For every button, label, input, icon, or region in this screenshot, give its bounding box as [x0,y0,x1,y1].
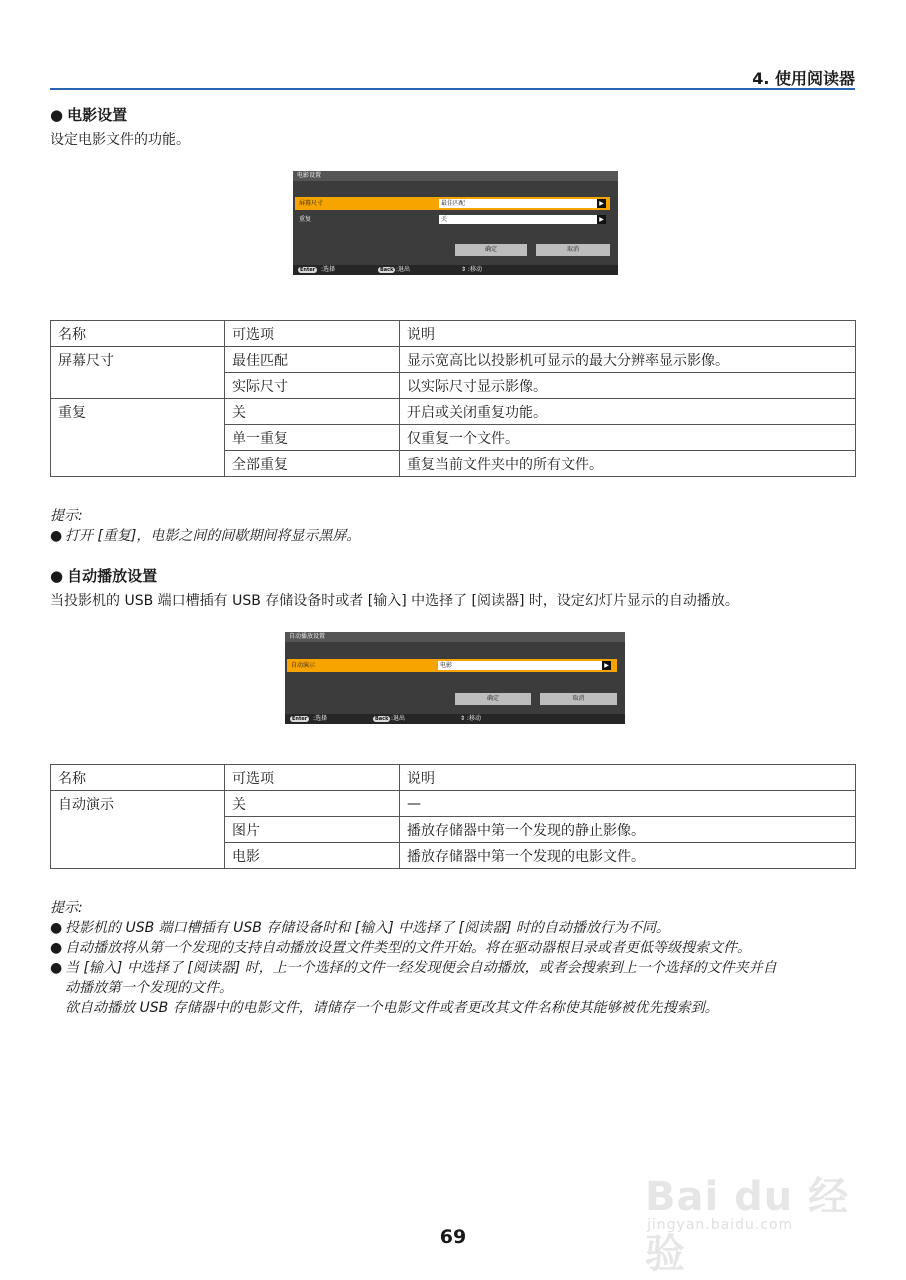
table-cell: 开启或关闭重复功能。 [400,399,856,425]
footer-exit: :退出 [396,266,411,273]
page-number: 69 [439,1226,467,1248]
autoplay-note [50,898,777,1018]
footer-select: :选择 [321,266,336,273]
table-header-row [51,765,856,791]
footer-exit: :退出 [391,715,406,722]
note-item: ● 打开 [重复]，电影之间的间歇期间将显示黑屏。 [50,528,361,544]
table-cell: 自动演示 [51,791,225,869]
play-arrow-icon: ▶ [597,199,606,208]
footer-select: :选择 [313,715,328,722]
note-text: 欲自动播放 USB 存储器中的电影文件，请储存一个电影文件或者更改其文件名称使其能够被优先搜索到。 [65,1000,719,1016]
menu-cancel-button: 取消 [536,244,610,256]
autoplay-menu-screenshot [285,632,625,724]
table-cell: 单一重复 [225,425,400,451]
table-cell: 关 [225,399,400,425]
menu-field [438,661,611,670]
table-cell: 播放存储器中第一个发现的静止影像。 [400,817,856,843]
chapter-title: 4. 使用阅读器 [752,69,855,88]
back-key-icon: Back [375,716,389,722]
menu-row-screen-size [295,197,610,210]
table-cell: 播放存储器中第一个发现的电影文件。 [400,843,856,869]
table-row [51,399,856,425]
menu-row-auto-demo [287,659,617,672]
note-title: 提示: [50,900,83,916]
table-cell: 实际尺寸 [225,373,400,399]
autoplay-desc: 当投影机的 USB 端口槽插有 USB 存储设备时或者 [输入] 中选择了 [阅读器] 时，设定幻灯片显示的自动播放。 [50,593,739,609]
menu-row-label: 屏幕尺寸 [299,200,324,207]
menu-field-value: 电影 [440,662,453,669]
note-text: 打开 [重复]，电影之间的间歇期间将显示黑屏。 [65,528,361,544]
menu-row-label: 重复 [299,216,312,223]
menu-row-label: 自动演示 [291,662,316,669]
autoplay-heading-text: 自动播放设置 [67,567,158,585]
menu-field [439,199,606,208]
bullet: ● [50,106,64,124]
movie-menu-screenshot [293,171,618,275]
table-cell: 屏幕尺寸 [51,347,225,399]
table-cell: 重复 [51,399,225,477]
watermark-logo: Bai du 经验 [645,1174,850,1277]
enter-key-icon: Enter [292,716,308,722]
note-text: 当 [输入] 中选择了 [阅读器] 时，上一个选择的文件一经发现便会自动播放，或者会搜索到上一个选择的文件夹并自 [65,960,777,976]
table-cell: 仅重复一个文件。 [400,425,856,451]
note-item: ● 投影机的 USB 端口槽插有 USB 存储设备时和 [输入] 中选择了 [阅读器] 时的自动播放行为不同。 [50,920,670,936]
table-header: 名称 [51,765,225,791]
header-rule [50,88,855,90]
autoplay-heading [50,565,157,586]
menu-title: 自动播放设置 [285,632,625,642]
movie-heading-text: 电影设置 [67,106,128,124]
note-item-cont [50,998,777,1018]
table-cell: 关 [225,791,400,817]
menu-title: 电影设置 [293,171,618,181]
back-key-icon: Back [380,267,394,273]
footer-move: ⇕ :移动 [461,266,482,273]
autoplay-options-table [50,764,856,869]
table-header: 名称 [51,321,225,347]
table-cell: 图片 [225,817,400,843]
table-header-row [51,321,856,347]
movie-note [50,506,360,546]
note-text: 动播放第一个发现的文件。 [65,980,233,996]
menu-cancel-button: 取消 [540,693,617,705]
table-row [51,347,856,373]
table-cell: — [400,791,856,817]
table-cell: 电影 [225,843,400,869]
note-item-cont [50,978,777,998]
table-header: 说明 [400,765,856,791]
play-arrow-icon: ▶ [597,215,606,224]
enter-key-icon: Enter [300,267,316,273]
table-cell: 全部重复 [225,451,400,477]
bullet: ● [50,567,64,585]
note-item: ● 自动播放将从第一个发现的支持自动播放设置文件类型的文件开始。将在驱动器根目录或者更低等级搜索文件。 [50,940,751,956]
watermark-url: jingyan.baidu.com [647,1217,794,1233]
table-cell: 显示宽高比以投影机可显示的最大分辨率显示影像。 [400,347,856,373]
table-header: 可选项 [225,321,400,347]
menu-footer [293,265,618,275]
table-row [51,791,856,817]
table-cell: 以实际尺寸显示影像。 [400,373,856,399]
table-header: 说明 [400,321,856,347]
footer-move: ⇕ :移动 [460,715,481,722]
menu-field-value: 最佳匹配 [441,200,466,207]
movie-options-table [50,320,856,477]
menu-field [439,215,606,224]
menu-ok-button: 确定 [455,244,527,256]
menu-field-value: 关 [441,216,448,223]
menu-row-repeat [295,213,610,226]
movie-desc: 设定电影文件的功能。 [50,132,190,148]
table-cell: 重复当前文件夹中的所有文件。 [400,451,856,477]
table-header: 可选项 [225,765,400,791]
menu-footer [285,714,625,724]
note-text: 自动播放将从第一个发现的支持自动播放设置文件类型的文件开始。将在驱动器根目录或者更低等级搜索文件。 [65,940,751,956]
table-cell: 最佳匹配 [225,347,400,373]
note-title: 提示: [50,508,83,524]
movie-heading [50,104,127,125]
note-text: 投影机的 USB 端口槽插有 USB 存储设备时和 [输入] 中选择了 [阅读器] 时的自动播放行为不同。 [65,920,670,936]
play-arrow-icon: ▶ [602,661,611,670]
note-item: ● 当 [输入] 中选择了 [阅读器] 时，上一个选择的文件一经发现便会自动播放，或者会搜索到上一个选择的文件夹并自 [50,960,777,976]
menu-ok-button: 确定 [455,693,531,705]
